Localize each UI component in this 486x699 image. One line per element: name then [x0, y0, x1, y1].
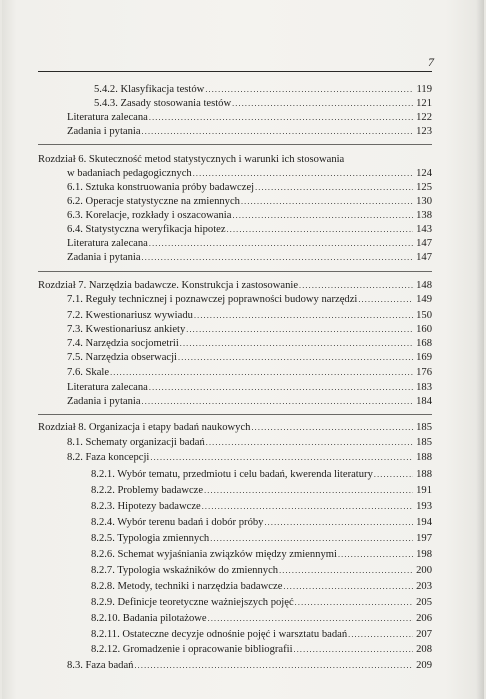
- toc-entry: 7.4. Narzędzia socjometrii ..... 168: [67, 337, 432, 351]
- toc-entry: Literatura zalecana ..... 122: [67, 111, 432, 125]
- toc-entry: 8.2.3. Hipotezy badawcze ..... 193: [91, 500, 432, 514]
- toc-entry: 8.2.9. Definicje teoretyczne ważniejszych pojęć ..... 205: [91, 596, 432, 610]
- toc-entry: 5.4.2. Klasyfikacja testów ..... 119: [94, 83, 432, 97]
- toc-entry: 6.3. Korelacje, rozkłady i oszacowania ..... 138: [67, 209, 432, 223]
- toc-entry: 8.2.5. Typologia zmiennych ..... 197: [91, 532, 432, 546]
- chapter-heading: Rozdział 6. Skuteczność metod statystycznych i warunki ich stosowania: [38, 154, 345, 165]
- header-rule: [38, 71, 432, 72]
- section-divider: [38, 144, 432, 145]
- toc-entry: 8.2.6. Schemat wyjaśniania związków między zmiennymi ..... 198: [91, 548, 432, 562]
- toc-entry: Literatura zalecana ..... 147: [67, 237, 432, 251]
- toc-entry: 8.1. Schematy organizacji badań ..... 185: [67, 436, 432, 450]
- toc-entry: 8.2.8. Metody, techniki i narzędzia badawcze ..... 203: [91, 580, 432, 594]
- chapter-heading: Rozdział 8. Organizacja i etapy badań naukowych ..... 185: [38, 421, 432, 435]
- toc-entry: 8.2.11. Ostateczne decyzje odnośnie pojęć i warsztatu badań ..... 207: [91, 628, 432, 642]
- chapter-heading: Rozdział 7. Narzędzia badawcze. Konstrukcja i zastosowanie ..... 148: [38, 279, 432, 293]
- page-number: 7: [428, 55, 434, 69]
- toc-entry: 7.5. Narzędzia obserwacji ..... 169: [67, 351, 432, 365]
- toc-entry: 6.4. Statystyczna weryfikacja hipotez ..... 143: [67, 223, 432, 237]
- toc-entry: 6.2. Operacje statystyczne na zmiennych ..... 130: [67, 195, 432, 209]
- toc-entry: 8.2.4. Wybór terenu badań i dobór próby ..... 194: [91, 516, 432, 530]
- toc-entry: 7.6. Skale ..... 176: [67, 366, 432, 380]
- book-page: [2, 0, 484, 699]
- page-edge-shadow: [476, 0, 484, 699]
- toc-entry: 8.2.10. Badania pilotażowe ..... 206: [91, 612, 432, 626]
- toc-entry: 7.1. Reguły technicznej i poznawczej poprawności budowy narzędzi ..... 149: [67, 293, 432, 307]
- toc-entry: 8.2.2. Problemy badawcze ..... 191: [91, 484, 432, 498]
- toc-entry: Literatura zalecana ..... 183: [67, 381, 432, 395]
- toc-entry: 8.2.12. Gromadzenie i opracowanie bibliografii ..... 208: [91, 643, 432, 657]
- toc-entry: Zadania i pytania ..... 147: [67, 251, 432, 265]
- toc-entry: 5.4.3. Zasady stosowania testów ..... 121: [94, 97, 432, 111]
- toc-entry: 8.2.7. Typologia wskaźników do zmiennych ..... 200: [91, 564, 432, 578]
- toc-entry: 6.1. Sztuka konstruowania próby badawczej ..... 125: [67, 181, 432, 195]
- toc-entry: 8.2. Faza koncepcji ..... 188: [67, 451, 432, 465]
- toc-entry: 7.3. Kwestionariusz ankiety ..... 160: [67, 323, 432, 337]
- toc-entry: 8.3. Faza badań ..... 209: [67, 659, 432, 673]
- toc-entry: 7.2. Kwestionariusz wywiadu ..... 150: [67, 309, 432, 323]
- toc-entry: Zadania i pytania ..... 123: [67, 125, 432, 139]
- section-divider: [38, 271, 432, 272]
- toc-entry: Zadania i pytania ..... 184: [67, 395, 432, 409]
- toc-entry: 8.2.1. Wybór tematu, przedmiotu i celu badań, kwerenda literatury ..... 188: [91, 468, 432, 482]
- section-divider: [38, 414, 432, 415]
- toc-entry: w badaniach pedagogicznych ..... 124: [67, 167, 432, 181]
